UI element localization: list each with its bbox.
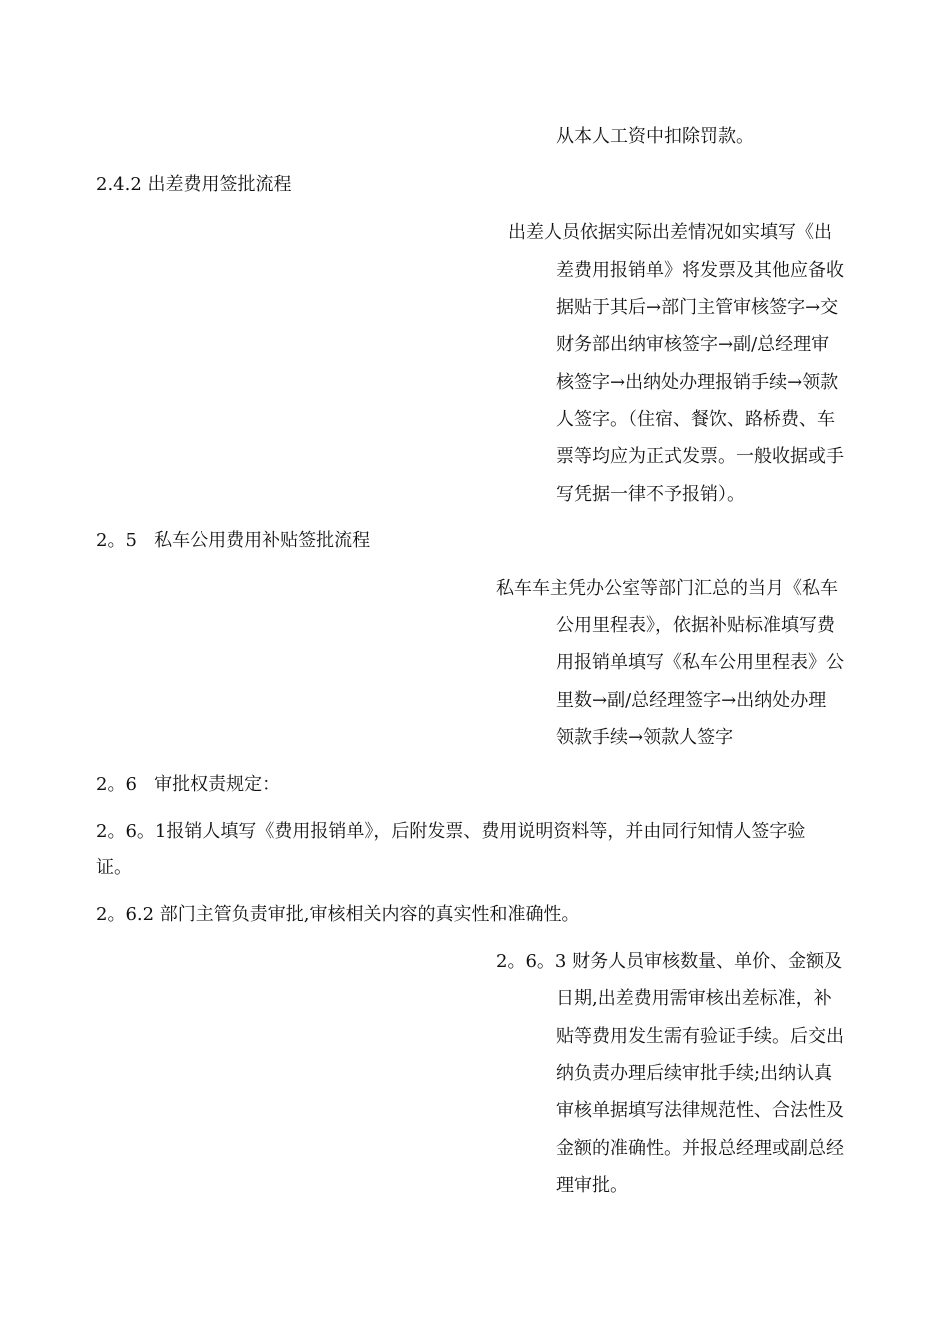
section-2-4-2-text-line: 据贴于其后→部门主管审核签字→交 xyxy=(556,297,839,318)
section-2-4-2-heading: 2.4.2 出差费用签批流程 xyxy=(96,174,292,195)
section-2-6-3-text-line: 2。6。3 财务人员审核数量、单价、金额及 xyxy=(496,951,843,972)
section-2-4-2-text-line: 出差人员依据实际出差情况如实填写《出 xyxy=(508,222,832,243)
section-2-6-3-text-line: 日期,出差费用需审核出差标准，补 xyxy=(556,988,832,1009)
section-2-6-2-line: 2。6.2 部门主管负责审批,审核相关内容的真实性和准确性。 xyxy=(96,904,580,925)
section-2-5-text-line: 里数→副/总经理签字→出纳处办理 xyxy=(556,690,827,711)
section-2-5-text-line: 私车车主凭办公室等部门汇总的当月《私车 xyxy=(496,578,838,599)
section-2-6-3-text-line: 贴等费用发生需有验证手续。后交出 xyxy=(556,1026,844,1047)
section-2-6-3-text-line: 审核单据填写法律规范性、合法性及 xyxy=(556,1100,844,1121)
section-2-6-heading: 2。6 审批权责规定： xyxy=(96,774,281,795)
section-2-4-2-text-line: 写凭据一律不予报销）。 xyxy=(556,484,745,505)
section-2-6-3-text-line: 金额的准确性。并报总经理或副总经 xyxy=(556,1138,844,1159)
section-2-5-text-line: 领款手续→领款人签字 xyxy=(556,727,734,748)
section-2-5-text-line: 公用里程表》，依据补贴标准填写费 xyxy=(556,615,835,636)
continuation-line: 从本人工资中扣除罚款。 xyxy=(556,126,754,147)
section-2-4-2-text-line: 票等均应为正式发票。一般收据或手 xyxy=(556,446,844,467)
section-2-4-2-text-line: 差费用报销单》将发票及其他应备收 xyxy=(556,260,844,281)
section-2-6-3-text-line: 理审批。 xyxy=(556,1175,628,1196)
section-2-6-1-line: 2。6。1报销人填写《费用报销单》，后附发票、费用说明资料等，并由同行知情人签字验 xyxy=(96,821,806,842)
section-2-4-2-text-line: 财务部出纳审核签字→副/总经理审 xyxy=(556,334,830,355)
section-2-5-heading: 2。5 私车公用费用补贴签批流程 xyxy=(96,530,371,551)
section-2-4-2-text-line: 核签字→出纳处办理报销手续→领款 xyxy=(556,372,839,393)
section-2-4-2-text-line: 人签字。（住宿、餐饮、路桥费、车 xyxy=(556,409,835,430)
section-2-6-1-line: 证。 xyxy=(96,857,132,878)
section-2-5-text-line: 用报销单填写《私车公用里程表》公 xyxy=(556,652,844,673)
section-2-6-3-text-line: 纳负责办理后续审批手续;出纳认真 xyxy=(556,1063,833,1084)
